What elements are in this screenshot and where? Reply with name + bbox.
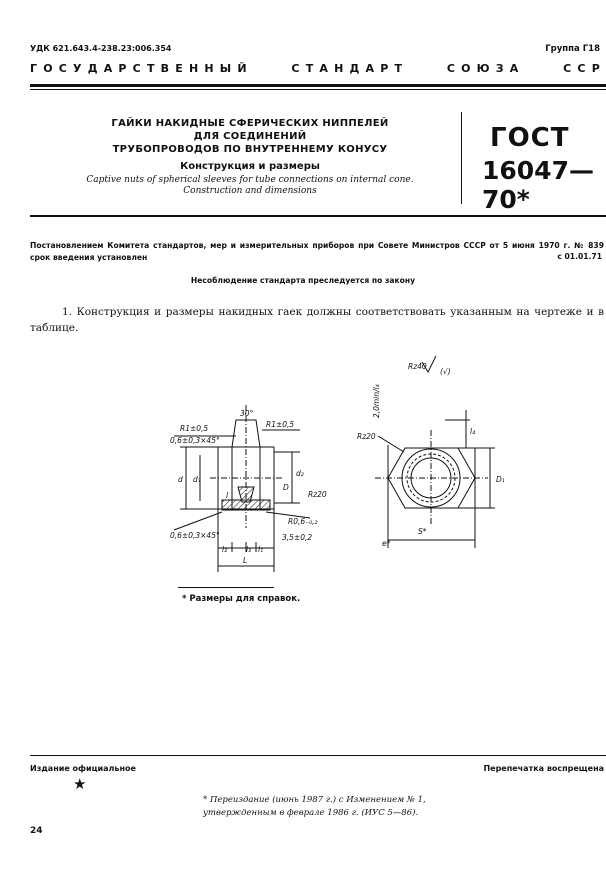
- reissue-line: * Переиздание (июнь 1987 г.) с Изменением № 1,: [203, 795, 426, 805]
- title-line: ДЛЯ СОЕДИНЕНИЙ: [193, 131, 307, 142]
- reissue-note: [203, 794, 426, 820]
- title-en-line: Construction and dimensions: [183, 186, 317, 196]
- label-len35: 3,5±0,2: [282, 533, 313, 542]
- label-l1: l₁: [258, 545, 264, 554]
- label-rz20-top: Rz20: [357, 432, 376, 441]
- legal-warning: Несоблюдение стандарта преследуется по закону: [190, 276, 416, 285]
- label-rz20-left: Rz20: [308, 490, 327, 499]
- reissue-line: утвержденным в феврале 1986 г. (ИУС 5—86).: [203, 808, 419, 818]
- reprint-prohibited: Перепечатка воспрещена: [483, 764, 604, 773]
- title-line: ГАЙКИ НАКИДНЫЕ СФЕРИЧЕСКИХ НИППЕЛЕЙ: [111, 118, 389, 129]
- label-d1: d₁: [193, 475, 201, 484]
- label-angle: 30°: [240, 409, 254, 418]
- label-rz40: Rz40: [408, 362, 427, 371]
- paragraph-1: 1. Конструкция и размеры накидных гаек должны соответствовать указанным на чертеже и в таблице.: [30, 306, 604, 334]
- footnote-rule: [178, 587, 274, 588]
- label-s: S*: [418, 527, 427, 536]
- decree-text: Постановлением Комитета стандартов, мер и измерительных приборов при Совете Министров СССР от 5 июня 1970 г. № 839 срок введения установлен: [30, 241, 604, 262]
- label-e: e*: [382, 539, 391, 548]
- page-number: 24: [30, 826, 43, 836]
- label-r-left: R1±0,5: [180, 424, 209, 433]
- title-line: ТРУБОПРОВОДОВ ПО ВНУТРЕННЕМУ КОНУСУ: [112, 144, 388, 155]
- label-l2: l₂: [222, 545, 228, 554]
- label-chamfer-top: 0,6±0,3×45°: [170, 436, 220, 445]
- label-l4: l₄: [470, 427, 476, 436]
- star-icon: ★: [73, 775, 87, 793]
- label-dim2: 2,0min/l₄: [372, 384, 381, 418]
- title-en-line: Captive nuts of spherical sleeves for tube connections on internal cone.: [86, 175, 414, 185]
- label-r06: R0,6₋₀,₂: [288, 517, 318, 526]
- footer-rule: [30, 755, 606, 756]
- gost-number: 16047—70*: [482, 156, 594, 214]
- udc-code: УДК 621.643.4-238.23:006.354: [30, 44, 172, 53]
- group-code: Группа Г18: [545, 44, 600, 54]
- label-check: (√): [440, 367, 451, 376]
- footnote: * Размеры для справок.: [182, 594, 301, 604]
- label-d2: d₂: [296, 469, 304, 478]
- label-l3: l₃: [246, 545, 252, 554]
- label-l: l: [226, 491, 229, 500]
- subtitle-ru: Конструкция и размеры: [180, 161, 320, 172]
- banner-word: СОЮЗА: [446, 62, 525, 75]
- drawing-labels: [170, 362, 505, 565]
- banner-word: ССР: [563, 62, 606, 75]
- banner-word: ГОСУДАРСТВЕННЫЙ: [30, 62, 253, 75]
- nut-front-view: [375, 356, 495, 548]
- label-L: L: [243, 556, 248, 565]
- label-r-right: R1±0,5: [266, 420, 295, 429]
- gost-label: ГОСТ: [490, 123, 570, 153]
- label-d: d: [178, 475, 183, 484]
- banner-word: СТАНДАРТ: [291, 62, 409, 75]
- label-D: D: [283, 483, 289, 492]
- label-chamfer-bottom: 0,6±0,3×45°: [170, 531, 220, 540]
- label-D1: D₁: [496, 475, 505, 484]
- official-edition: Издание официальное: [30, 764, 136, 773]
- effective-date: с 01.01.71: [557, 252, 602, 261]
